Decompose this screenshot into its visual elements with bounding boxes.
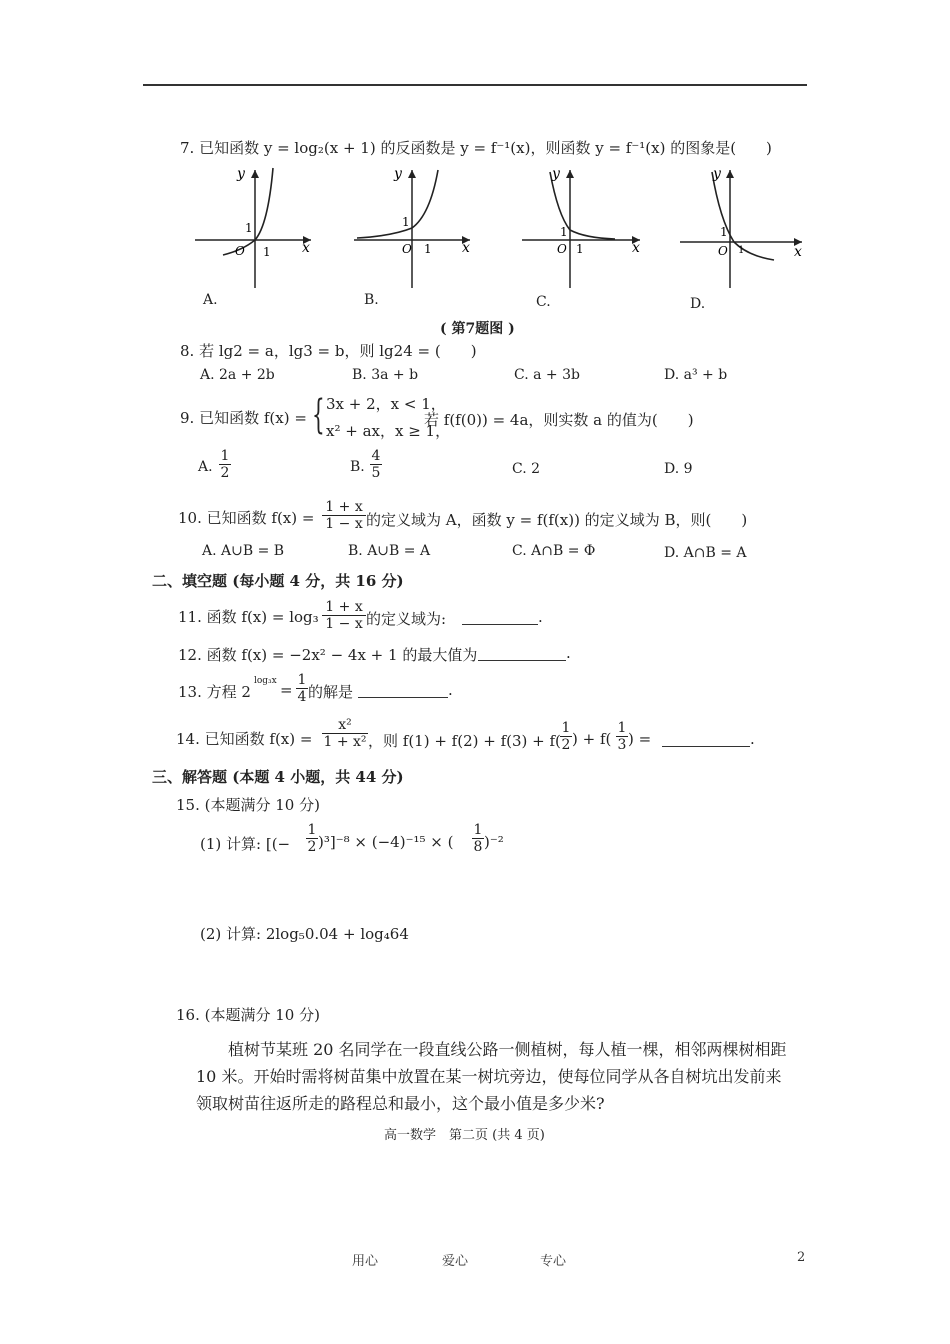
graph-d-origin: O <box>718 244 728 258</box>
q13-answer-blank[interactable] <box>358 683 448 698</box>
q13-den: 4 <box>297 689 307 705</box>
section-solve-title: 三、解答题 (本题 4 小题，共 44 分) <box>152 768 404 786</box>
q15-part1-tail: )⁻² <box>484 833 504 851</box>
graph-c-tick-y: 1 <box>560 225 568 239</box>
q15-p1-num: 1 <box>307 822 317 838</box>
q7-stem: 7. 已知函数 y = log₂(x + 1) 的反函数是 y = f⁻¹(x)，则函数 y = f⁻¹(x) 的图象是( ) <box>180 139 772 157</box>
q9-case-2: x² + ax，x ≥ 1， <box>326 422 451 440</box>
q10-num: 1 + x <box>325 499 363 515</box>
q13-suffix: 的解是 <box>308 683 354 701</box>
q14-end: . <box>750 730 755 748</box>
q8-option-a: A. 2a + 2b <box>200 367 275 383</box>
q14-f1-num: 1 <box>561 720 571 736</box>
graph-d-y-label: y <box>713 166 721 182</box>
q9-option-b-frac <box>370 448 382 481</box>
graph-d-x-label: x <box>794 244 802 260</box>
q13-prefix: 13. 方程 2 <box>178 683 251 701</box>
q9-case-1: 3x + 2，x < 1， <box>326 395 446 413</box>
graph-c-origin: O <box>557 242 567 256</box>
q14-den: 1 + x² <box>323 734 367 750</box>
q16-line-3: 领取树苗往返所走的路程总和最小，这个最小值是多少米? <box>196 1094 605 1113</box>
q9-stem-suffix: 若 f(f(0)) = 4a，则实数 a 的值为( ) <box>424 411 694 429</box>
q14-tail: ) = <box>628 730 652 748</box>
q8-option-c: C. a + 3b <box>514 367 580 383</box>
graph-b-tick-x: 1 <box>424 242 432 256</box>
graph-d <box>678 160 813 312</box>
graph-c-label: C. <box>536 294 551 310</box>
q9-brace: { <box>312 392 325 438</box>
q16-title: 16. (本题满分 10 分) <box>176 1006 320 1024</box>
q14-f2-num: 1 <box>617 720 627 736</box>
page-number: 2 <box>797 1250 806 1265</box>
q10-stem-prefix: 10. 已知函数 f(x) = <box>178 509 315 527</box>
q13-exponent: log₃x <box>254 676 277 686</box>
q15-p1-den: 2 <box>307 839 317 855</box>
q12-answer-blank[interactable] <box>478 646 566 661</box>
q11-answer-blank[interactable] <box>462 610 538 625</box>
graph-b-origin: O <box>402 242 412 256</box>
q15-p1-den2: 8 <box>473 839 483 855</box>
graph-a-label: A. <box>203 292 218 308</box>
q15-title: 15. (本题满分 10 分) <box>176 796 320 814</box>
q8-option-b: B. 3a + b <box>352 367 419 383</box>
graph-d-tick-y: 1 <box>720 225 728 239</box>
q9-option-b-num: 4 <box>371 448 381 464</box>
q8-option-d: D. a³ + b <box>664 367 728 383</box>
q11-prefix: 11. 函数 f(x) = log₃ <box>178 608 319 626</box>
graph-a-origin: O <box>235 244 245 258</box>
graph-c-tick-x: 1 <box>576 242 584 256</box>
q9-option-b-label: B. <box>350 459 365 475</box>
q8-stem: 8. 若 lg2 = a，lg3 = b，则 lg24 = ( ) <box>180 342 477 360</box>
q13-num: 1 <box>297 672 307 688</box>
q11-den: 1 − x <box>322 615 366 632</box>
q10-fraction <box>322 499 366 532</box>
footer-right-text: 专心 <box>540 1254 567 1269</box>
graph-a-x-label: x <box>302 240 310 256</box>
q13-fraction <box>296 672 308 705</box>
q14-prefix: 14. 已知函数 f(x) = <box>176 730 313 748</box>
graph-b-label: B. <box>364 292 379 308</box>
q15-frac-half <box>306 822 318 855</box>
q14-mid2: ) + f( <box>572 730 612 748</box>
graph-c-y-label: y <box>552 166 560 182</box>
graph-d-tick-x: 1 <box>738 245 745 256</box>
q14-frac-half <box>560 720 572 753</box>
q9-option-a-num: 1 <box>220 448 230 464</box>
q9-option-b-den: 5 <box>371 465 381 481</box>
graph-d-label: D. <box>690 296 706 312</box>
q14-f2-den: 3 <box>617 737 627 753</box>
q13-end: . <box>448 681 453 699</box>
q10-stem-suffix: 的定义域为 A，函数 y = f(f(x)) 的定义域为 B，则( ) <box>366 511 748 529</box>
q11-end: . <box>538 608 543 626</box>
q14-answer-blank[interactable] <box>662 732 750 747</box>
q10-den: 1 − x <box>322 515 366 532</box>
section-fill-in-title: 二、填空题 (每小题 4 分，共 16 分) <box>152 572 404 590</box>
q14-mid: ，则 f(1) + f(2) + f(3) + f( <box>368 732 561 750</box>
q14-fraction <box>322 717 368 750</box>
q14-f1-den: 2 <box>561 737 571 753</box>
q15-p1-num2: 1 <box>473 822 483 838</box>
printed-page-footer: 高一数学 第二页 (共 4 页) <box>384 1128 545 1143</box>
q15-part2: (2) 计算: 2log₅0.04 + log₄64 <box>200 925 409 943</box>
q14-frac-third <box>616 720 628 753</box>
q9-stem-prefix: 9. 已知函数 f(x) = <box>180 409 307 427</box>
q10-option-c: C. A∩B = Φ <box>512 543 596 559</box>
q9-option-a-frac <box>219 448 231 481</box>
graph-a-y-label: y <box>237 166 245 182</box>
footer-mid-text: 爱心 <box>442 1254 469 1269</box>
graph-a <box>193 160 323 308</box>
graph-c-x-label: x <box>632 240 640 256</box>
graph-a-tick-y: 1 <box>245 221 253 235</box>
q9-option-a-label: A. <box>198 459 213 475</box>
q9-option-d: D. 9 <box>664 461 693 477</box>
q15-part1-prefix: (1) 计算: [(− <box>200 835 291 853</box>
q10-option-d: D. A∩B = A <box>664 545 747 561</box>
q15-frac-eighth <box>472 822 484 855</box>
q7-figure-caption: ( 第7题图 ) <box>440 321 515 337</box>
graph-b <box>352 160 482 308</box>
q10-option-a: A. A∪B = B <box>202 543 285 559</box>
q16-line-2: 10 米。开始时需将树苗集中放置在某一树坑旁边，使每位同学从各自树坑出发前来 <box>196 1067 782 1086</box>
q12-end: . <box>566 644 571 662</box>
q9-option-c: C. 2 <box>512 461 541 477</box>
q11-num: 1 + x <box>325 599 363 615</box>
footer-left-text: 用心 <box>352 1254 379 1269</box>
top-rule <box>143 84 807 86</box>
q16-line-1: 植树节某班 20 名同学在一段直线公路一侧植树，每人植一棵，相邻两棵树相距 <box>228 1040 787 1059</box>
graph-b-x-label: x <box>462 240 470 256</box>
graph-c <box>520 160 650 310</box>
q15-part1-mid: )³]⁻⁸ × (−4)⁻¹⁵ × ( <box>318 833 454 851</box>
q13-eq: = <box>280 681 293 699</box>
q10-option-b: B. A∪B = A <box>348 543 431 559</box>
graph-b-y-label: y <box>394 166 402 182</box>
q14-num: x² <box>338 717 352 733</box>
q12-text: 12. 函数 f(x) = −2x² − 4x + 1 的最大值为 <box>178 646 478 664</box>
q9-option-a-den: 2 <box>220 465 230 481</box>
graph-a-tick-x: 1 <box>263 245 271 259</box>
q11-suffix: 的定义域为: <box>366 610 447 628</box>
graph-b-tick-y: 1 <box>402 215 410 229</box>
q11-fraction <box>322 599 366 632</box>
